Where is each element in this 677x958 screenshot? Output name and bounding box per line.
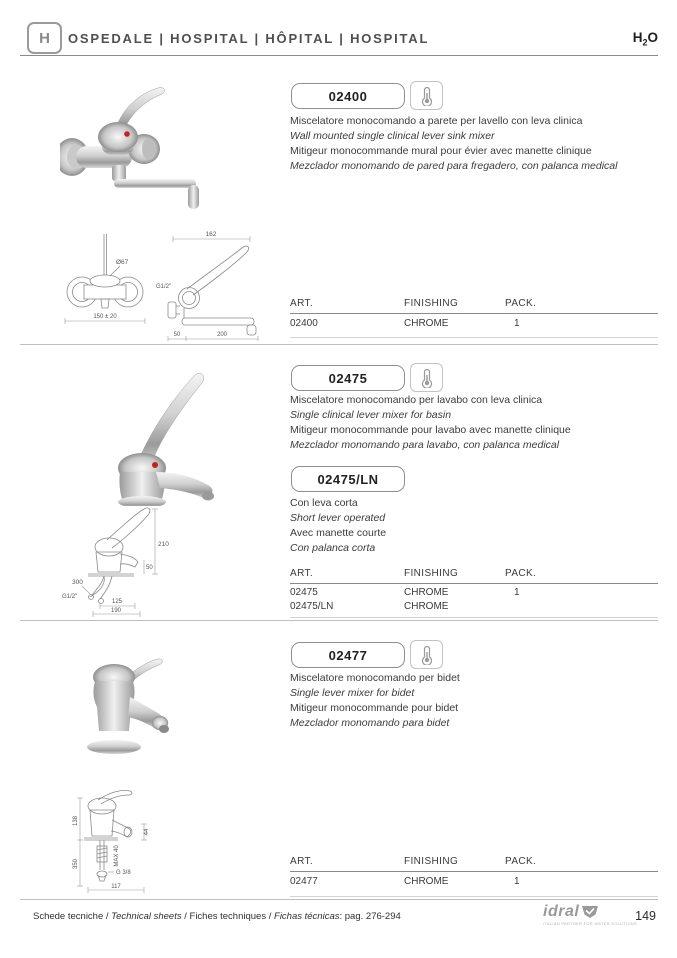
- table-row: 02477 CHROME 1: [290, 876, 520, 887]
- dim-hose-length: 300: [72, 579, 83, 586]
- description-es: Con palanca corta: [290, 542, 376, 554]
- section-divider: [20, 344, 658, 345]
- description-es: Mezclador monomando para lavabo, con palanca medical: [290, 439, 560, 451]
- description-en: Wall mounted single clinical lever sink mixer: [290, 130, 495, 142]
- description-it: Con leva corta: [290, 497, 358, 509]
- description-en: Short lever operated: [290, 512, 386, 524]
- dim-depth: 117: [111, 884, 121, 890]
- description-it: Miscelatore monocomando per bidet: [290, 672, 460, 684]
- table-bottom-line: [290, 337, 658, 338]
- h2o-label: $H_2O$: [632, 30, 658, 48]
- col-finishing: FINISHING: [404, 568, 459, 579]
- product-code-badge-02400: [291, 83, 405, 109]
- hot-cold-indicator: [152, 462, 158, 468]
- col-finishing: FINISHING: [404, 856, 459, 867]
- product-code-badge-02475LN: [291, 466, 405, 492]
- col-art: ART.: [290, 568, 314, 579]
- description-it: Miscelatore monocomando a parete per lavello con leva clinica: [290, 115, 583, 127]
- idral-tagline: ITALIAN PARTNER FOR WATER SOLUTIONS: [543, 921, 638, 926]
- variant-descriptions-02475LN: [290, 496, 386, 556]
- section-divider: [20, 620, 658, 621]
- dim-body-height: 138: [73, 815, 79, 827]
- col-pack: PACK.: [505, 856, 537, 867]
- thermometer-icon: [420, 86, 434, 106]
- description-fr: Mitigeur monocommande mural pour évier avec manette clinique: [290, 145, 592, 157]
- product-descriptions-02400: [290, 114, 617, 174]
- technical-drawing-02475: [60, 502, 275, 620]
- col-finishing: FINISHING: [404, 298, 459, 309]
- description-es: Mezclador monomando de pared para fregadero, con palanca medical: [290, 160, 618, 172]
- col-art: ART.: [290, 298, 314, 309]
- page-title: OSPEDALE | HOSPITAL | HÔPITAL | HOSPITAL: [68, 31, 430, 46]
- idral-logo-text: idral: [543, 903, 580, 920]
- table-row: 02475 CHROME 1: [290, 587, 520, 598]
- dim-deck-max: MAX 40: [114, 845, 120, 867]
- product-code: 02475: [328, 370, 368, 386]
- hot-cold-indicator: [124, 131, 130, 137]
- dim-spout-height: 44: [144, 828, 150, 836]
- description-fr: Mitigeur monocommande pour lavabo avec manette clinique: [290, 424, 571, 436]
- page-number: 149: [635, 909, 656, 923]
- header-divider: [20, 55, 658, 56]
- spec-table-02477: [290, 856, 658, 897]
- dim-height: 210: [158, 541, 169, 548]
- thermometer-icon: [420, 645, 434, 665]
- dim-depth-2: 190: [110, 608, 122, 614]
- spec-table-02475: [290, 568, 658, 618]
- description-it: Miscelatore monocomando per lavabo con leva clinica: [290, 394, 543, 406]
- col-pack: PACK.: [505, 568, 537, 579]
- hospital-category-icon: [27, 22, 62, 54]
- table-row: 02475/LN CHROME: [290, 601, 449, 612]
- table-header: [290, 856, 658, 872]
- dim-thread: G 3/8: [116, 870, 131, 876]
- dim-wall-offset: 50: [173, 332, 181, 338]
- technical-drawing-02400: [60, 226, 275, 341]
- table-header: [290, 298, 658, 314]
- hospital-icon-letter: H: [39, 29, 50, 47]
- thermometer-icon-box: [410, 81, 443, 110]
- thermometer-icon-box: [410, 363, 443, 392]
- table-row: 02400 CHROME 1: [290, 318, 520, 329]
- dim-lever-length: 162: [205, 231, 217, 238]
- description-en: Single clinical lever mixer for basin: [290, 409, 452, 421]
- dim-spout-length: 200: [216, 332, 228, 338]
- product-code: 02400: [328, 88, 368, 104]
- col-pack: PACK.: [505, 298, 537, 309]
- footer-divider: [20, 899, 658, 900]
- product-code: 02477: [328, 647, 368, 663]
- product-descriptions-02477: [290, 671, 460, 731]
- table-header: [290, 568, 658, 584]
- footer-reference-text: Schede tecniche / Technical sheets / Fiches techniques / Fichas técnicas: pag. 276-294: [33, 911, 401, 922]
- table-bottom-line: [290, 896, 658, 897]
- dim-depth-1: 125: [111, 599, 123, 605]
- dim-thread: G1/2": [156, 284, 172, 290]
- product-photo-02477: [62, 645, 277, 760]
- idral-shield-icon: [581, 905, 599, 919]
- thermometer-icon-box: [410, 640, 443, 669]
- product-code-badge-02477: [291, 642, 405, 668]
- dim-spout-height: 50: [146, 565, 153, 571]
- product-code-badge-02475: [291, 365, 405, 391]
- dim-interaxis: 150 ± 20: [93, 314, 117, 320]
- description-en: Single lever mixer for bidet: [290, 687, 415, 699]
- description-fr: Avec manette courte: [290, 527, 387, 539]
- spec-table-02400: [290, 298, 658, 338]
- product-descriptions-02475: [290, 393, 571, 453]
- col-art: ART.: [290, 856, 314, 867]
- product-code: 02475/LN: [317, 471, 379, 487]
- description-fr: Mitigeur monocommande pour bidet: [290, 702, 459, 714]
- dim-flange-diameter: Ø67: [116, 259, 129, 266]
- idral-logo: [543, 903, 638, 926]
- dim-thread: G1/2": [62, 594, 78, 600]
- dim-hose-length: 350: [73, 858, 79, 870]
- product-photo-02475: [60, 356, 275, 506]
- description-es: Mezclador monomando para bidet: [290, 717, 450, 729]
- product-photo-02400: [60, 85, 275, 215]
- table-bottom-line: [290, 617, 658, 618]
- technical-drawing-02477: [60, 768, 275, 895]
- thermometer-icon: [420, 368, 434, 388]
